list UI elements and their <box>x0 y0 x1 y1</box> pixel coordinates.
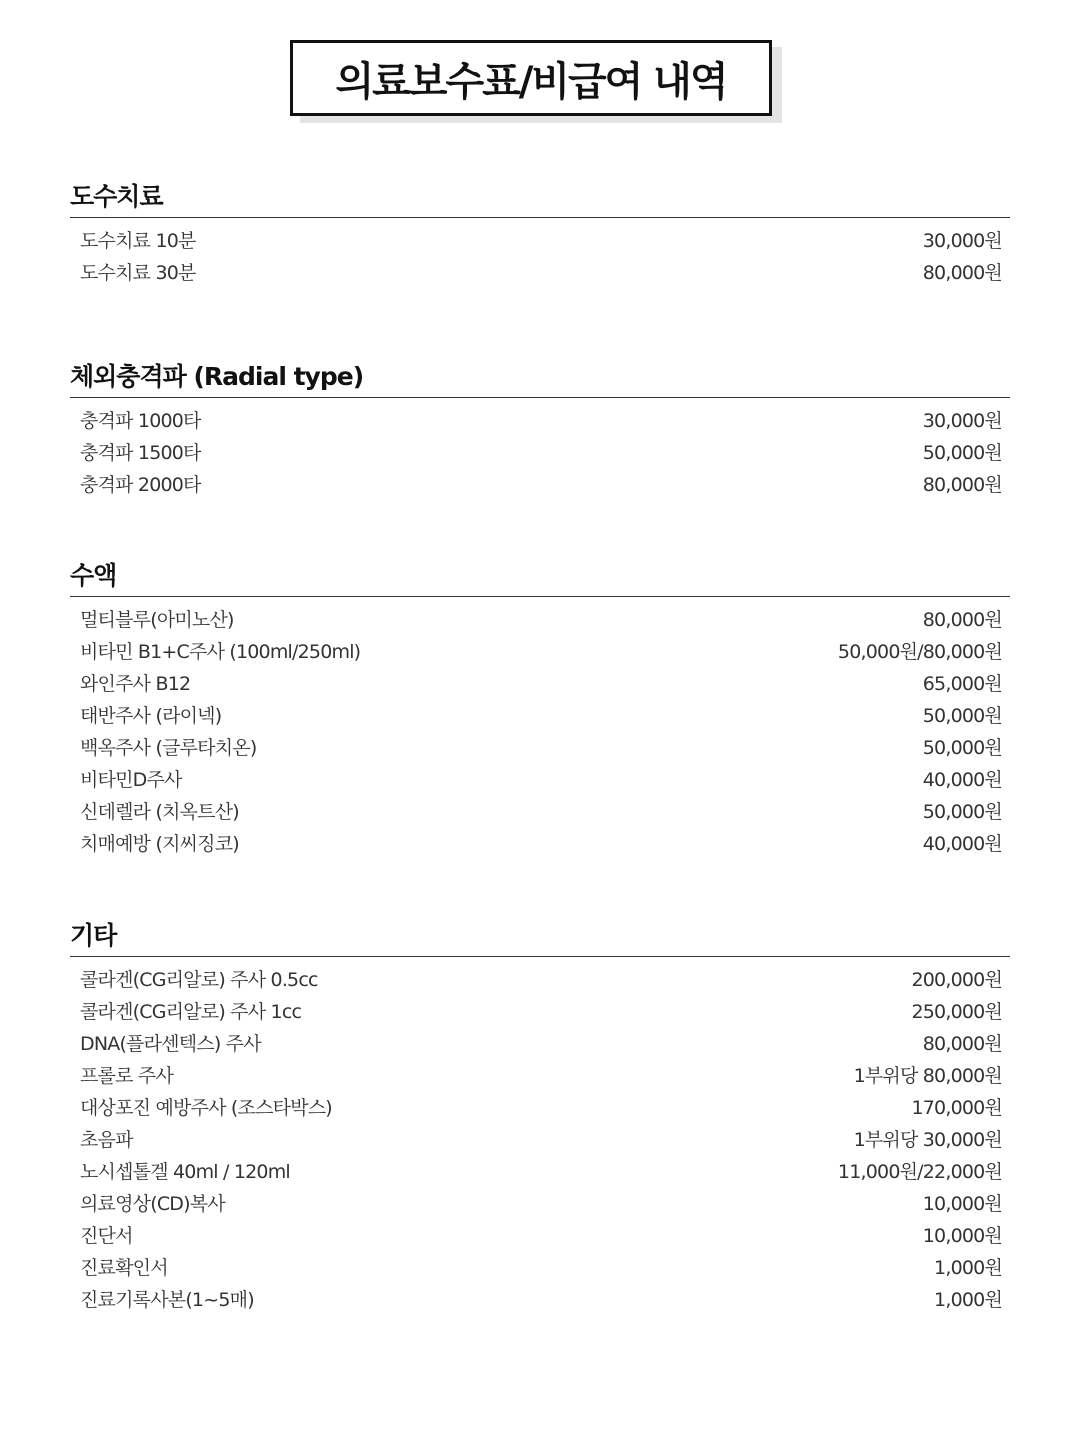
item-price: 250,000원 <box>911 1000 1002 1023</box>
item-name: DNA(플라센텍스) 주사 <box>80 1032 261 1055</box>
item-price: 200,000원 <box>911 968 1002 991</box>
section-divider <box>70 397 1010 398</box>
price-row <box>70 1282 1010 1314</box>
section-manual-therapy <box>70 177 1010 287</box>
item-name: 노시셉톨겔 40ml / 120ml <box>80 1160 290 1183</box>
item-price: 30,000원 <box>922 409 1002 432</box>
item-name: 도수치료 30분 <box>80 261 196 284</box>
price-row <box>70 1090 1010 1122</box>
price-row <box>70 1250 1010 1282</box>
item-price: 50,000원 <box>922 800 1002 823</box>
price-row <box>70 826 1010 858</box>
item-name: 진단서 <box>80 1224 133 1247</box>
price-row <box>70 255 1010 287</box>
item-name: 초음파 <box>80 1128 133 1151</box>
section-iv-therapy <box>70 556 1010 858</box>
item-price: 50,000원 <box>922 736 1002 759</box>
section-heading: 기타 <box>70 921 117 950</box>
price-row <box>70 467 1010 499</box>
item-price: 40,000원 <box>922 832 1002 855</box>
price-row <box>70 1186 1010 1218</box>
price-row <box>70 602 1010 634</box>
price-row <box>70 403 1010 435</box>
price-row <box>70 794 1010 826</box>
price-row <box>70 223 1010 255</box>
item-price: 80,000원 <box>922 261 1002 284</box>
item-name: 치매예방 (지씨징코) <box>80 832 239 855</box>
section-heading: 수액 <box>70 561 117 590</box>
item-name: 비타민 B1+C주사 (100ml/250ml) <box>80 640 361 663</box>
item-name: 와인주사 B12 <box>80 672 191 695</box>
item-price: 80,000원 <box>922 608 1002 631</box>
item-price: 10,000원 <box>922 1192 1002 1215</box>
page-title: 의료보수표/비급여 내역 <box>335 58 727 105</box>
item-name: 진료확인서 <box>80 1256 168 1279</box>
item-name: 비타민D주사 <box>80 768 182 791</box>
item-name: 충격파 2000타 <box>80 473 201 496</box>
section-divider <box>70 596 1010 597</box>
price-row <box>70 634 1010 666</box>
item-name: 도수치료 10분 <box>80 229 196 252</box>
price-row <box>70 762 1010 794</box>
item-price: 1부위당 30,000원 <box>853 1128 1002 1151</box>
section-shockwave <box>70 357 1010 499</box>
item-name: 태반주사 (라이넥) <box>80 704 222 727</box>
item-name: 콜라겐(CG리알로) 주사 0.5cc <box>80 968 318 991</box>
section-divider <box>70 217 1010 218</box>
item-name: 충격파 1000타 <box>80 409 201 432</box>
item-name: 멀티블루(아미노산) <box>80 608 234 631</box>
price-row <box>70 730 1010 762</box>
section-divider <box>70 956 1010 957</box>
price-row <box>70 435 1010 467</box>
item-price: 65,000원 <box>922 672 1002 695</box>
price-row <box>70 962 1010 994</box>
price-row <box>70 1218 1010 1250</box>
item-name: 대상포진 예방주사 (조스타박스) <box>80 1096 332 1119</box>
price-row <box>70 666 1010 698</box>
item-price: 1,000원 <box>934 1288 1002 1311</box>
section-other <box>70 916 1010 1314</box>
price-row <box>70 698 1010 730</box>
item-name: 프롤로 주사 <box>80 1064 174 1087</box>
item-name: 진료기록사본(1~5매) <box>80 1288 254 1311</box>
item-name: 의료영상(CD)복사 <box>80 1192 225 1215</box>
item-price: 1,000원 <box>934 1256 1002 1279</box>
item-price: 50,000원/80,000원 <box>837 640 1002 663</box>
price-row <box>70 1058 1010 1090</box>
item-name: 콜라겐(CG리알로) 주사 1cc <box>80 1000 302 1023</box>
price-row <box>70 1154 1010 1186</box>
price-row <box>70 1026 1010 1058</box>
page-title-block <box>290 40 772 116</box>
item-price: 170,000원 <box>911 1096 1002 1119</box>
title-box <box>290 40 772 116</box>
item-price: 11,000원/22,000원 <box>837 1160 1002 1183</box>
item-price: 10,000원 <box>922 1224 1002 1247</box>
item-price: 80,000원 <box>922 473 1002 496</box>
item-price: 80,000원 <box>922 1032 1002 1055</box>
section-heading: 체외충격파 (Radial type) <box>70 362 364 391</box>
price-row <box>70 1122 1010 1154</box>
section-heading: 도수치료 <box>70 182 163 211</box>
item-name: 충격파 1500타 <box>80 441 201 464</box>
price-row <box>70 994 1010 1026</box>
item-price: 40,000원 <box>922 768 1002 791</box>
item-price: 50,000원 <box>922 441 1002 464</box>
item-price: 1부위당 80,000원 <box>853 1064 1002 1087</box>
item-name: 신데렐라 (치옥트산) <box>80 800 239 823</box>
item-name: 백옥주사 (글루타치온) <box>80 736 257 759</box>
item-price: 50,000원 <box>922 704 1002 727</box>
item-price: 30,000원 <box>922 229 1002 252</box>
